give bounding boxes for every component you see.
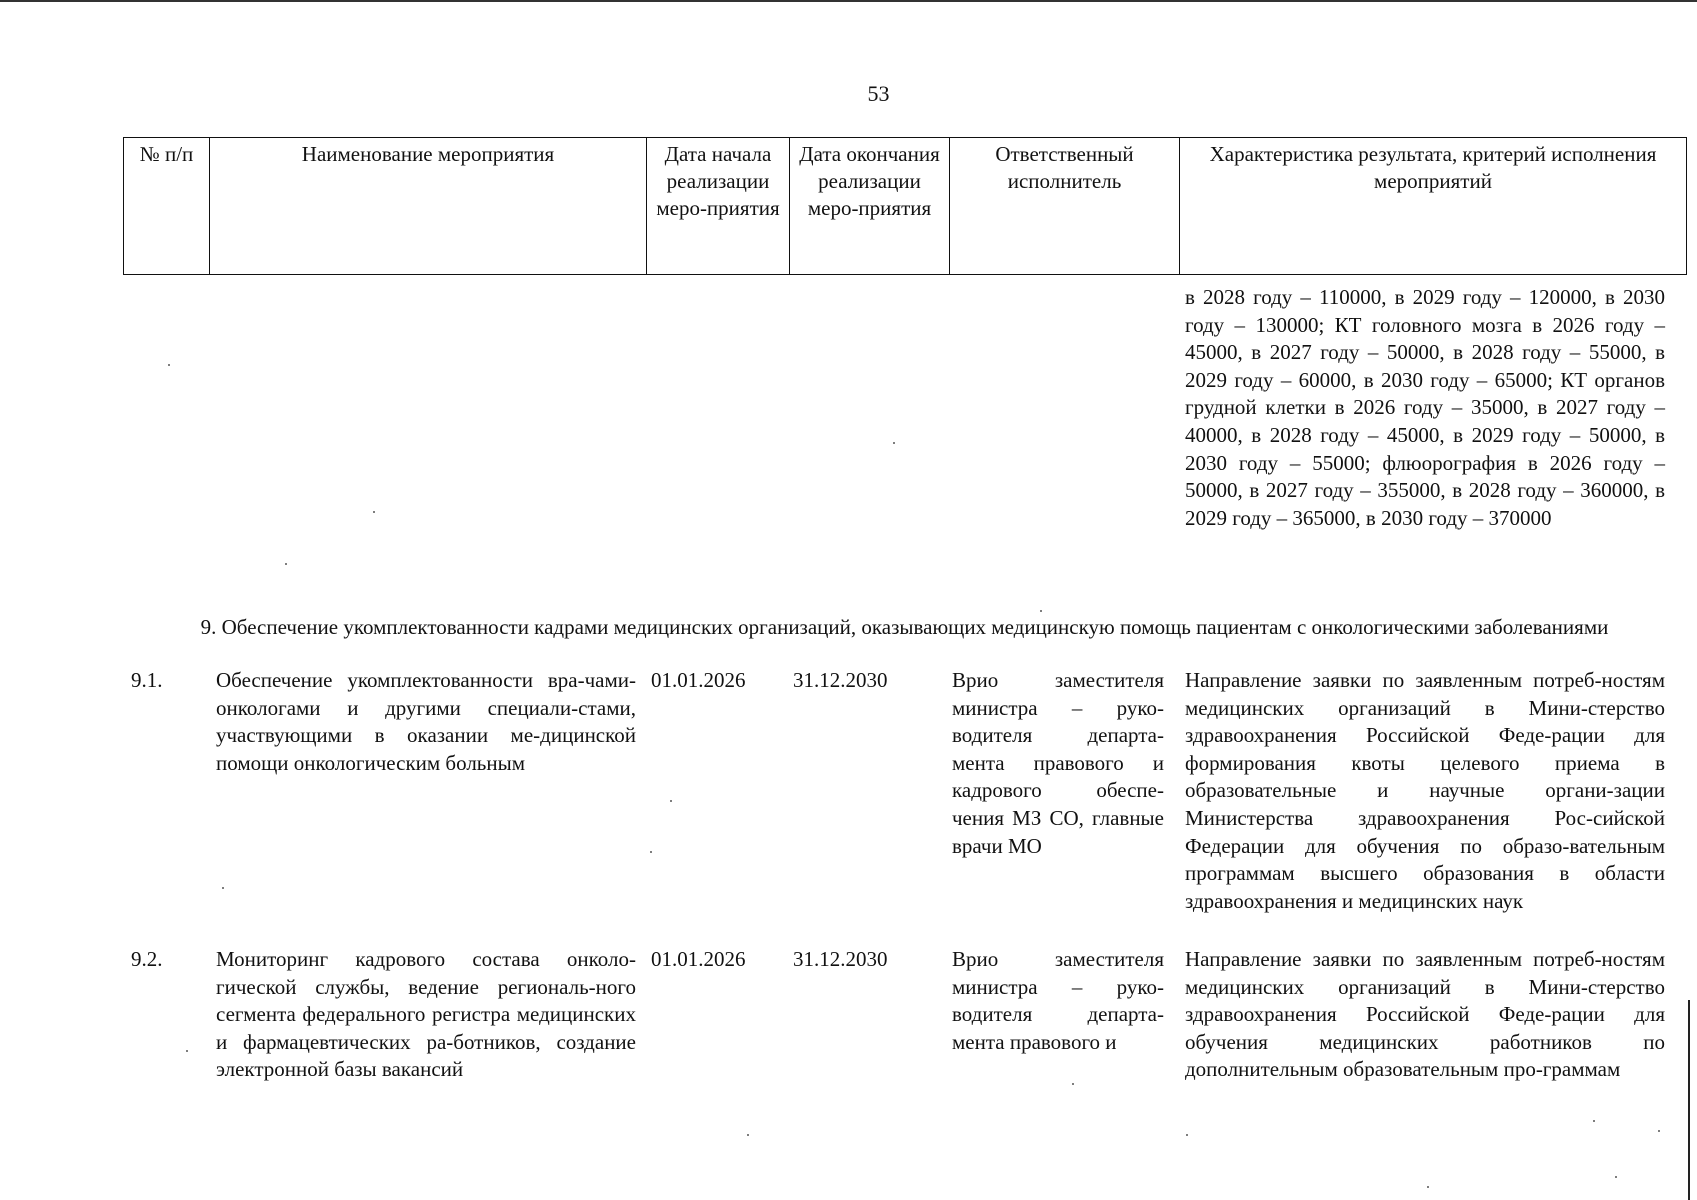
page-number: 53	[867, 81, 890, 106]
scan-speck	[222, 887, 224, 889]
scan-speck	[1040, 610, 1042, 612]
row-end-date: 31.12.2030	[793, 668, 888, 692]
scan-right-edge	[1688, 1000, 1690, 1200]
scan-speck	[1615, 1176, 1617, 1178]
row-start-date: 01.01.2026	[651, 668, 746, 692]
header-col-num: № п/п	[124, 138, 210, 275]
row-number: 9.2.	[131, 947, 163, 971]
header-col-responsible: Ответственный исполнитель	[950, 138, 1180, 275]
table-header	[123, 137, 1687, 275]
header-col-name: Наименование мероприятия	[210, 138, 647, 275]
row-responsible: Врио заместителя министра – руко-водителя департа-мента правового и	[952, 947, 1164, 1054]
scan-speck	[1072, 1083, 1074, 1085]
header-col-result: Характеристика результата, критерий исполнения мероприятий	[1180, 138, 1687, 275]
scan-speck	[650, 851, 652, 853]
row-activity-name: Обеспечение укомплектованности вра-чами-онкологами и другими специали-стами, участвующими в оказании ме-дицинской помощи онкологическим больным	[216, 668, 636, 775]
scan-speck	[747, 1134, 749, 1136]
header-col-start-date: Дата начала реализации меро-приятия	[647, 138, 790, 275]
continuation-result-text: в 2028 году – 110000, в 2029 году – 120000, в 2030 году – 130000; КТ головного мозга в 2026 году – 45000, в 2027 году – 50000, в 2028 году – 55000, в 2029 году – 60000, в 2030 году – 65000; КТ органов грудной клетки в 2026 году – 35000, в 2027 году – 40000, в 2028 году – 45000, в 2029 году – 50000, в 2030 году – 55000; флюорография в 2026 году – 50000, в 2027 году – 355000, в 2028 году – 360000, в 2029 году – 365000, в 2030 году – 370000	[1185, 285, 1665, 530]
row-end-date: 31.12.2030	[793, 947, 888, 971]
scan-speck	[1658, 1130, 1660, 1132]
scan-speck	[893, 442, 895, 444]
row-result: Направление заявки по заявленным потреб-ностям медицинских организаций в Мини-стерство здравоохранения Российской Феде-рации для обучения медицинских работников по дополнительным образовательным про-граммам	[1185, 947, 1665, 1082]
scan-speck	[168, 364, 170, 366]
section-title: 9. Обеспечение укомплектованности кадрами медицинских организаций, оказывающих медицинскую помощь пациентам с онкологическими заболеваниями	[200, 615, 1609, 639]
scan-speck	[186, 1050, 188, 1052]
scan-speck	[285, 563, 287, 565]
row-start-date: 01.01.2026	[651, 947, 746, 971]
header-col-end-date: Дата окончания реализации меро-приятия	[790, 138, 950, 275]
row-activity-name: Мониторинг кадрового состава онколо-гической службы, ведение региональ-ного сегмента федерального регистра медицинских и фармацевтических ра-ботников, создание электронной базы вакансий	[216, 947, 636, 1082]
row-result: Направление заявки по заявленным потреб-ностям медицинских организаций в Мини-стерство здравоохранения Российской Феде-рации для формирования квоты целевого приема в образовательные и научные органи-зации Министерства здравоохранения Рос-сийской Федерации для обучения по образо-вательным программам высшего образования в области здравоохранения и медицинских наук	[1185, 668, 1665, 913]
scan-speck	[1186, 1134, 1188, 1136]
scan-speck	[670, 800, 672, 802]
row-responsible: Врио заместителя министра – руко-водителя департа-мента правового и кадрового обеспе-чения МЗ СО, главные врачи МО	[952, 668, 1164, 858]
scan-speck	[373, 511, 375, 513]
row-number: 9.1.	[131, 668, 163, 692]
scan-speck	[1427, 1186, 1429, 1188]
scan-top-rule	[0, 0, 1697, 2]
scan-speck	[1593, 1120, 1595, 1122]
